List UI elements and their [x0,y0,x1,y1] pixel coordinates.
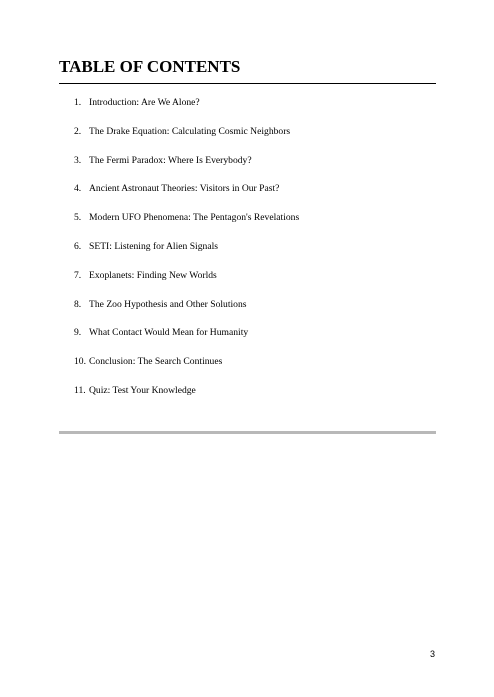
toc-item-number: 2. [74,125,82,137]
toc-item-number: 7. [74,269,82,281]
toc-item-3[interactable] [74,155,299,184]
toc-item-1[interactable] [74,97,299,126]
page-title: TABLE OF CONTENTS [59,57,241,76]
toc-item-number: 6. [74,240,82,252]
toc-item-7[interactable] [74,270,299,299]
toc-item-2[interactable] [74,126,299,155]
toc-item-title: SETI: Listening for Alien Signals [89,240,218,252]
toc-item-number: 8. [74,298,82,310]
toc-item-title: Exoplanets: Finding New Worlds [89,269,217,281]
toc-item-number: 9. [74,327,82,339]
toc-item-6[interactable] [74,241,299,270]
toc-item-11[interactable] [74,385,299,414]
toc-item-title: Ancient Astronaut Theories: Visitors in Our Past? [89,183,280,195]
toc-item-title: Introduction: Are We Alone? [89,97,200,108]
toc-item-4[interactable] [74,183,299,212]
toc-item-title: Conclusion: The Search Continues [89,356,223,368]
page-number: 3 [429,649,435,659]
toc-item-number: 10. [74,356,86,368]
toc-item-number: 4. [74,183,82,195]
toc-item-title: What Contact Would Mean for Humanity [89,327,249,339]
toc-item-10[interactable] [74,356,299,385]
toc-item-number: 5. [74,212,82,224]
toc-item-number: 1. [74,97,82,108]
toc-item-title: Modern UFO Phenomena: The Pentagon's Revelations [89,212,300,224]
toc-item-8[interactable] [74,299,299,328]
toc-item-title: The Drake Equation: Calculating Cosmic Neighbors [89,125,291,137]
title-underline-rule [59,83,436,84]
toc-item-5[interactable] [74,212,299,241]
section-break-rule [59,431,436,434]
toc-item-title: The Fermi Paradox: Where Is Everybody? [89,154,252,166]
toc-item-9[interactable] [74,327,299,356]
toc-item-number: 3. [74,154,82,166]
toc-item-number: 11. [74,384,86,396]
toc-item-title: The Zoo Hypothesis and Other Solutions [89,298,247,310]
toc-item-title: Quiz: Test Your Knowledge [89,384,196,396]
toc-list [74,97,299,414]
